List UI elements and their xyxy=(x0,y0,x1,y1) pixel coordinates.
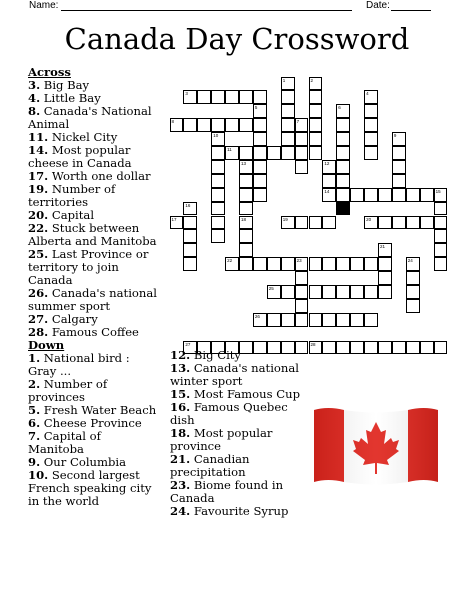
crossword-cell[interactable] xyxy=(392,174,406,188)
clue-number: 27. xyxy=(28,312,49,326)
crossword-cell[interactable] xyxy=(253,313,267,327)
clue-number: 19. xyxy=(28,182,49,196)
clue-number-label: 3 xyxy=(185,91,188,97)
clue-number: 14. xyxy=(28,143,49,157)
crossword-cell[interactable] xyxy=(378,216,392,230)
clue-number-label: 12 xyxy=(324,160,330,166)
clue-text: Number of territories xyxy=(28,182,116,209)
clue-number-label: 2 xyxy=(310,77,314,83)
clue-item xyxy=(28,144,160,170)
clue-text: National bird : Gray ... xyxy=(28,351,130,378)
clue-text: Cheese Province xyxy=(40,416,142,430)
crossword-cell[interactable] xyxy=(239,257,253,271)
crossword-cell[interactable] xyxy=(211,174,225,188)
clue-item xyxy=(28,183,160,209)
crossword-cell[interactable] xyxy=(336,174,350,188)
crossword-cell[interactable] xyxy=(295,216,309,230)
crossword-cell[interactable] xyxy=(225,146,239,160)
clue-item xyxy=(28,287,160,313)
clue-number: 15. xyxy=(170,387,191,401)
crossword-cell[interactable] xyxy=(336,285,350,299)
crossword-cell[interactable] xyxy=(253,257,267,271)
clue-number: 28. xyxy=(28,325,49,339)
crossword-cell[interactable] xyxy=(281,313,295,327)
crossword-cell[interactable] xyxy=(309,257,323,271)
down-heading: Down xyxy=(28,338,65,352)
crossword-cell[interactable] xyxy=(183,257,197,271)
clue-item xyxy=(28,352,160,378)
crossword-cell[interactable] xyxy=(281,77,295,91)
crossword-cell[interactable] xyxy=(350,257,364,271)
crossword-cell[interactable] xyxy=(281,146,295,160)
clue-number-label: 10 xyxy=(213,133,219,139)
crossword-cell[interactable] xyxy=(225,257,239,271)
crossword-cell[interactable] xyxy=(170,216,184,230)
crossword-cell[interactable] xyxy=(239,229,253,243)
clue-text: Big City xyxy=(190,348,241,362)
clue-column-right xyxy=(170,349,310,518)
clue-item xyxy=(170,505,310,518)
clue-text: Nickel City xyxy=(48,130,118,144)
date-field[interactable] xyxy=(391,10,431,11)
crossword-cell[interactable] xyxy=(336,313,350,327)
crossword-cell[interactable] xyxy=(295,299,309,313)
crossword-cell[interactable] xyxy=(183,118,197,132)
clue-text: Big Bay xyxy=(40,78,90,92)
crossword-cell[interactable] xyxy=(336,341,350,355)
clue-text: Second largest French speaking city in the world xyxy=(28,468,152,508)
clue-column-left xyxy=(28,66,160,508)
name-label: Name: xyxy=(29,0,59,11)
crossword-cell[interactable] xyxy=(309,285,323,299)
clue-item xyxy=(170,453,310,479)
crossword-cell[interactable] xyxy=(392,341,406,355)
crossword-black-cell xyxy=(336,202,350,216)
crossword-cell[interactable] xyxy=(350,285,364,299)
crossword-cell[interactable] xyxy=(336,160,350,174)
clue-number-label: 18 xyxy=(241,216,247,222)
clue-number-label: 4 xyxy=(366,91,369,97)
clue-number-label: 24 xyxy=(407,258,413,264)
across-heading: Across xyxy=(28,65,71,79)
crossword-cell[interactable] xyxy=(239,216,253,230)
clue-number-label: 17 xyxy=(171,216,177,222)
clue-number-label: 9 xyxy=(393,133,397,139)
crossword-cell[interactable] xyxy=(364,132,378,146)
crossword-cell[interactable] xyxy=(239,202,253,216)
clue-number-label: 5 xyxy=(254,105,258,111)
crossword-cell[interactable] xyxy=(295,257,309,271)
clue-number-label: 19 xyxy=(282,216,288,222)
canadian-flag-image xyxy=(312,404,440,486)
clue-text: Most popular province xyxy=(170,426,273,453)
crossword-cell[interactable] xyxy=(253,160,267,174)
crossword-cell[interactable] xyxy=(336,257,350,271)
clue-item xyxy=(28,430,160,456)
crossword-cell[interactable] xyxy=(322,285,336,299)
crossword-cell[interactable] xyxy=(434,257,448,271)
crossword-cell[interactable] xyxy=(211,229,225,243)
crossword-cell[interactable] xyxy=(336,104,350,118)
crossword-cell[interactable] xyxy=(197,118,211,132)
clue-number-label: 11 xyxy=(227,147,232,152)
clue-number-label: 1 xyxy=(282,77,286,83)
crossword-cell[interactable] xyxy=(434,188,448,202)
clue-item xyxy=(170,362,310,388)
date-label: Date: xyxy=(366,0,390,11)
crossword-cell[interactable] xyxy=(253,104,267,118)
crossword-cell[interactable] xyxy=(364,188,378,202)
crossword-cell[interactable] xyxy=(183,229,197,243)
clue-number: 13. xyxy=(170,361,191,375)
crossword-cell[interactable] xyxy=(295,146,309,160)
crossword-cell[interactable] xyxy=(420,188,434,202)
clue-item xyxy=(170,401,310,427)
clue-number: 3. xyxy=(28,78,41,92)
crossword-cell[interactable] xyxy=(322,174,336,188)
crossword-cell[interactable] xyxy=(295,271,309,285)
crossword-cell[interactable] xyxy=(211,216,225,230)
crossword-cell[interactable] xyxy=(267,285,281,299)
crossword-cell[interactable] xyxy=(309,118,323,132)
crossword-cell[interactable] xyxy=(406,341,420,355)
crossword-cell[interactable] xyxy=(350,341,364,355)
crossword-cell[interactable] xyxy=(253,146,267,160)
crossword-cell[interactable] xyxy=(434,202,448,216)
crossword-cell[interactable] xyxy=(406,188,420,202)
crossword-cell[interactable] xyxy=(378,257,392,271)
crossword-cell[interactable] xyxy=(267,146,281,160)
crossword-cell[interactable] xyxy=(225,90,239,104)
crossword-cell[interactable] xyxy=(392,216,406,230)
crossword-cell[interactable] xyxy=(309,90,323,104)
crossword-cell[interactable] xyxy=(211,160,225,174)
crossword-cell[interactable] xyxy=(378,243,392,257)
crossword-cell[interactable] xyxy=(295,132,309,146)
crossword-cell[interactable] xyxy=(364,285,378,299)
clue-text: Canada's national summer sport xyxy=(28,286,157,313)
clue-text: Canadian precipitation xyxy=(170,452,250,479)
clue-number: 25. xyxy=(28,247,49,261)
clue-text: Capital of Manitoba xyxy=(28,429,101,456)
crossword-cell[interactable] xyxy=(322,313,336,327)
crossword-cell[interactable] xyxy=(253,90,267,104)
clue-text: Famous Coffee xyxy=(48,325,139,339)
crossword-cell[interactable] xyxy=(350,188,364,202)
clue-text: Fresh Water Beach xyxy=(40,403,157,417)
crossword-cell[interactable] xyxy=(309,313,323,327)
crossword-cell[interactable] xyxy=(378,285,392,299)
crossword-cell[interactable] xyxy=(170,118,184,132)
crossword-cell[interactable] xyxy=(253,132,267,146)
clue-text: Most popular cheese in Canada xyxy=(28,143,132,170)
crossword-cell[interactable] xyxy=(253,174,267,188)
clue-number: 17. xyxy=(28,169,49,183)
crossword-cell[interactable] xyxy=(392,146,406,160)
crossword-cell[interactable] xyxy=(183,202,197,216)
crossword-cell[interactable] xyxy=(434,229,448,243)
crossword-cell[interactable] xyxy=(309,146,323,160)
clue-item xyxy=(28,469,160,508)
crossword-cell[interactable] xyxy=(211,118,225,132)
clue-number: 16. xyxy=(170,400,191,414)
clue-number: 23. xyxy=(170,478,191,492)
crossword-cell[interactable] xyxy=(295,118,309,132)
down-clue-list xyxy=(28,352,160,508)
clue-number-label: 15 xyxy=(435,188,441,194)
crossword-cell[interactable] xyxy=(350,313,364,327)
crossword-cell[interactable] xyxy=(309,341,323,355)
clue-text: Canada's national winter sport xyxy=(170,361,299,388)
clue-item xyxy=(170,427,310,453)
clue-text: Canada's National Animal xyxy=(28,104,152,131)
down-clue-list-continued xyxy=(170,349,310,518)
clue-item xyxy=(170,479,310,505)
crossword-cell[interactable] xyxy=(281,216,295,230)
clue-item xyxy=(28,222,160,248)
crossword-cell[interactable] xyxy=(378,188,392,202)
crossword-cell[interactable] xyxy=(434,341,448,355)
clue-number-label: 8 xyxy=(171,119,175,125)
crossword-cell[interactable] xyxy=(295,313,309,327)
crossword-cell[interactable] xyxy=(183,216,197,230)
clue-text: Biome found in Canada xyxy=(170,478,284,505)
crossword-cell[interactable] xyxy=(183,243,197,257)
clue-number: 11. xyxy=(28,130,49,144)
clue-number-label: 27 xyxy=(185,341,191,347)
clue-number: 22. xyxy=(28,221,49,235)
crossword-cell[interactable] xyxy=(281,118,295,132)
crossword-cell[interactable] xyxy=(364,216,378,230)
crossword-cell[interactable] xyxy=(392,188,406,202)
crossword-cell[interactable] xyxy=(295,160,309,174)
crossword-cell[interactable] xyxy=(322,216,336,230)
crossword-cell[interactable] xyxy=(434,243,448,257)
clue-number-label: 28 xyxy=(310,341,316,347)
crossword-cell[interactable] xyxy=(239,118,253,132)
crossword-cell[interactable] xyxy=(378,341,392,355)
crossword-cell[interactable] xyxy=(281,104,295,118)
clue-number-label: 22 xyxy=(227,258,233,264)
clue-number-label: 21 xyxy=(380,244,386,250)
crossword-cell[interactable] xyxy=(364,90,378,104)
clue-number: 18. xyxy=(170,426,191,440)
clue-text: Favourite Syrup xyxy=(190,504,289,518)
name-field[interactable] xyxy=(61,10,352,11)
crossword-cell[interactable] xyxy=(253,188,267,202)
crossword-cell[interactable] xyxy=(322,188,336,202)
clue-number: 6. xyxy=(28,416,41,430)
crossword-cell[interactable] xyxy=(364,104,378,118)
crossword-cell[interactable] xyxy=(336,132,350,146)
clue-number: 4. xyxy=(28,91,41,105)
crossword-cell[interactable] xyxy=(406,285,420,299)
header xyxy=(0,0,474,14)
crossword-cell[interactable] xyxy=(364,257,378,271)
crossword-cell[interactable] xyxy=(197,90,211,104)
clue-text: Number of provinces xyxy=(28,377,108,404)
crossword-cell[interactable] xyxy=(211,202,225,216)
crossword-cell[interactable] xyxy=(364,118,378,132)
crossword-cell[interactable] xyxy=(239,146,253,160)
crossword-cell[interactable] xyxy=(309,104,323,118)
clue-number: 7. xyxy=(28,429,41,443)
crossword-cell[interactable] xyxy=(295,285,309,299)
clue-text: Most Famous Cup xyxy=(190,387,301,401)
crossword-cell[interactable] xyxy=(281,132,295,146)
crossword-cell[interactable] xyxy=(392,132,406,146)
clue-number: 5. xyxy=(28,403,41,417)
crossword-cell[interactable] xyxy=(378,271,392,285)
crossword-cell[interactable] xyxy=(267,313,281,327)
clue-number: 1. xyxy=(28,351,41,365)
clue-number-label: 13 xyxy=(241,160,247,166)
crossword-cell[interactable] xyxy=(239,188,253,202)
crossword-cell[interactable] xyxy=(406,271,420,285)
crossword-cell[interactable] xyxy=(281,285,295,299)
crossword-cell[interactable] xyxy=(322,257,336,271)
clue-item xyxy=(28,105,160,131)
clue-item xyxy=(28,248,160,287)
crossword-cell[interactable] xyxy=(309,132,323,146)
clue-number-label: 20 xyxy=(366,216,372,222)
page-title: Canada Day Crossword xyxy=(64,22,410,56)
crossword-cell[interactable] xyxy=(281,90,295,104)
crossword-cell[interactable] xyxy=(322,160,336,174)
clue-number-label: 16 xyxy=(185,202,191,208)
crossword-cell[interactable] xyxy=(183,90,197,104)
crossword-cell[interactable] xyxy=(309,216,323,230)
clue-text: Famous Quebec dish xyxy=(170,400,288,427)
crossword-cell[interactable] xyxy=(336,118,350,132)
crossword-cell[interactable] xyxy=(364,341,378,355)
clue-number: 2. xyxy=(28,377,41,391)
crossword-cell[interactable] xyxy=(239,160,253,174)
crossword-cell[interactable] xyxy=(406,216,420,230)
crossword-cell[interactable] xyxy=(322,341,336,355)
clue-text: Worth one dollar xyxy=(48,169,151,183)
crossword-cell[interactable] xyxy=(211,188,225,202)
crossword-cell[interactable] xyxy=(434,216,448,230)
crossword-cell[interactable] xyxy=(281,257,295,271)
crossword-cell[interactable] xyxy=(336,146,350,160)
crossword-cell[interactable] xyxy=(336,188,350,202)
clue-number: 8. xyxy=(28,104,41,118)
clue-number-label: 26 xyxy=(254,313,260,319)
clue-text: Last Province or territory to join Canada xyxy=(28,247,149,287)
crossword-cell[interactable] xyxy=(364,146,378,160)
clue-number-label: 14 xyxy=(324,188,330,194)
crossword-cell[interactable] xyxy=(225,118,239,132)
crossword-cell[interactable] xyxy=(239,90,253,104)
crossword-cell[interactable] xyxy=(239,243,253,257)
across-clue-list xyxy=(28,79,160,339)
crossword-cell[interactable] xyxy=(406,257,420,271)
clue-text: Little Bay xyxy=(40,91,101,105)
crossword-cell[interactable] xyxy=(239,174,253,188)
crossword-cell[interactable] xyxy=(267,257,281,271)
clue-number: 12. xyxy=(170,348,191,362)
crossword-cell[interactable] xyxy=(364,313,378,327)
clue-number: 20. xyxy=(28,208,49,222)
crossword-cell[interactable] xyxy=(211,90,225,104)
clue-number-label: 23 xyxy=(296,258,302,264)
crossword-cell[interactable] xyxy=(211,132,225,146)
crossword-cell[interactable] xyxy=(309,77,323,91)
clue-number: 21. xyxy=(170,452,191,466)
crossword-cell[interactable] xyxy=(420,341,434,355)
clue-number: 9. xyxy=(28,455,41,469)
crossword-cell[interactable] xyxy=(211,146,225,160)
crossword-cell[interactable] xyxy=(253,118,267,132)
clue-text: Calgary xyxy=(48,312,98,326)
clue-number: 24. xyxy=(170,504,191,518)
crossword-cell[interactable] xyxy=(406,299,420,313)
clue-number-label: 7 xyxy=(296,119,300,125)
clue-item xyxy=(28,378,160,404)
clue-number-label: 25 xyxy=(268,286,274,291)
clue-number-label: 6 xyxy=(338,105,341,111)
clue-number: 10. xyxy=(28,468,49,482)
clue-text: Stuck between Alberta and Manitoba xyxy=(28,221,157,248)
clue-number: 26. xyxy=(28,286,49,300)
crossword-cell[interactable] xyxy=(392,160,406,174)
crossword-cell[interactable] xyxy=(420,216,434,230)
clue-text: Capital xyxy=(48,208,95,222)
clue-text: Our Columbia xyxy=(40,455,127,469)
